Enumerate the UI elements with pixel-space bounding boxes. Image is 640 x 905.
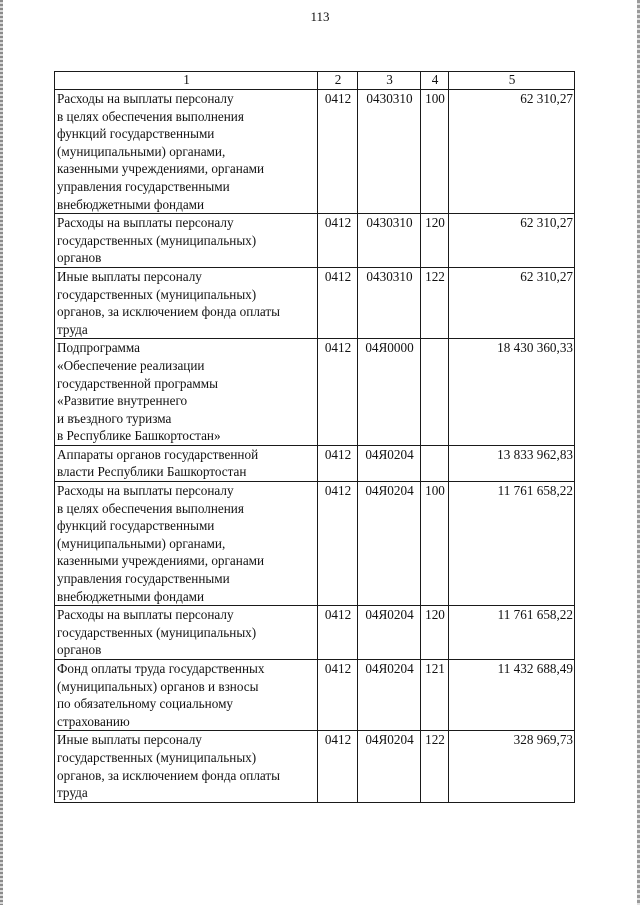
expense-name-line: внебюджетными фондами xyxy=(57,196,205,212)
expense-name-cell xyxy=(55,731,318,802)
expense-name-line: государственных (муниципальных) xyxy=(57,286,257,302)
expense-name-line: Расходы на выплаты персоналу xyxy=(57,607,234,623)
target-code-cell: 04Я0204 xyxy=(358,606,421,660)
amount-cell: 62 310,27 xyxy=(449,267,575,338)
amount-cell: 13 833 962,83 xyxy=(449,445,575,481)
expense-name-line: органов xyxy=(57,250,102,266)
target-code-cell: 0430310 xyxy=(358,90,421,214)
expense-name-line: по обязательному социальному xyxy=(57,696,234,712)
expense-kind-cell: 122 xyxy=(421,267,449,338)
target-code-cell: 04Я0204 xyxy=(358,445,421,481)
expense-name-cell xyxy=(55,267,318,338)
expense-name-line: труда xyxy=(57,321,88,337)
expense-name-cell xyxy=(55,660,318,731)
table-body xyxy=(55,90,575,803)
expense-kind-cell: 120 xyxy=(421,214,449,268)
header-cell-1: 1 xyxy=(55,72,318,90)
header-cell-3: 3 xyxy=(358,72,421,90)
table-row xyxy=(55,482,575,606)
header-cell-5: 5 xyxy=(449,72,575,90)
expense-name-line: внебюджетными фондами xyxy=(57,588,205,604)
target-code-cell: 04Я0000 xyxy=(358,339,421,446)
amount-cell: 11 432 688,49 xyxy=(449,660,575,731)
page-number: 113 xyxy=(310,9,330,24)
expense-name-line: управления государственными xyxy=(57,178,230,194)
table-row xyxy=(55,445,575,481)
table-row xyxy=(55,90,575,214)
expense-name-line: казенными учреждениями, органами xyxy=(57,161,265,177)
section-code-cell: 0412 xyxy=(318,660,358,731)
expense-name-line: государственных (муниципальных) xyxy=(57,749,257,765)
expense-name-line: управления государственными xyxy=(57,571,230,587)
header-cell-2: 2 xyxy=(318,72,358,90)
section-code-cell: 0412 xyxy=(318,482,358,606)
header-row xyxy=(55,72,575,90)
section-code-cell: 0412 xyxy=(318,339,358,446)
expense-name-line: «Обеспечение реализации xyxy=(57,357,205,373)
expense-name-line: Аппараты органов государственной xyxy=(57,446,259,462)
table-row xyxy=(55,267,575,338)
table-row xyxy=(55,731,575,802)
expense-name-line: государственных (муниципальных) xyxy=(57,232,257,248)
target-code-cell: 04Я0204 xyxy=(358,660,421,731)
expense-name-line: органов, за исключением фонда оплаты xyxy=(57,767,281,783)
expense-name-line: государственных (муниципальных) xyxy=(57,624,257,640)
expense-name-line: (муниципальными) органами, xyxy=(57,535,226,551)
expense-name-cell xyxy=(55,90,318,214)
expense-name-line: в целях обеспечения выполнения xyxy=(57,500,244,516)
target-code-cell: 0430310 xyxy=(358,267,421,338)
section-code-cell: 0412 xyxy=(318,606,358,660)
expense-kind-cell: 120 xyxy=(421,606,449,660)
expense-name-line: в Республике Башкортостан» xyxy=(57,428,221,444)
expense-kind-cell: 122 xyxy=(421,731,449,802)
target-code-cell: 04Я0204 xyxy=(358,731,421,802)
section-code-cell: 0412 xyxy=(318,731,358,802)
target-code-cell: 04Я0204 xyxy=(358,482,421,606)
expense-name-line: функций государственными xyxy=(57,518,215,534)
expense-name-line: органов, за исключением фонда оплаты xyxy=(57,304,281,320)
section-code-cell: 0412 xyxy=(318,445,358,481)
scan-edge-left xyxy=(0,0,3,905)
expense-kind-cell: 100 xyxy=(421,90,449,214)
budget-table xyxy=(54,71,575,803)
header-cell-4: 4 xyxy=(421,72,449,90)
expense-name-line: казенными учреждениями, органами xyxy=(57,553,265,569)
expense-name-line: страхованию xyxy=(57,713,130,729)
table-row xyxy=(55,339,575,446)
amount-cell: 62 310,27 xyxy=(449,214,575,268)
table-row xyxy=(55,660,575,731)
expense-name-line: Иные выплаты персоналу xyxy=(57,268,202,284)
expense-name-line: Подпрограмма xyxy=(57,340,141,356)
table-row xyxy=(55,214,575,268)
expense-kind-cell xyxy=(421,445,449,481)
section-code-cell: 0412 xyxy=(318,90,358,214)
amount-cell: 11 761 658,22 xyxy=(449,606,575,660)
expense-name-line: функций государственными xyxy=(57,126,215,142)
table-row xyxy=(55,606,575,660)
expense-name-cell xyxy=(55,482,318,606)
expense-name-line: Фонд оплаты труда государственных xyxy=(57,661,265,676)
expense-name-line: Расходы на выплаты персоналу xyxy=(57,91,234,106)
expense-name-line: Расходы на выплаты персоналу xyxy=(57,483,234,499)
amount-cell: 18 430 360,33 xyxy=(449,339,575,446)
expense-name-line: «Развитие внутреннего xyxy=(57,393,188,409)
expense-name-line: Расходы на выплаты персоналу xyxy=(57,215,234,231)
expense-name-line: государственной программы xyxy=(57,375,218,391)
target-code-cell: 0430310 xyxy=(358,214,421,268)
expense-name-cell xyxy=(55,339,318,446)
amount-cell: 62 310,27 xyxy=(449,90,575,214)
expense-name-cell xyxy=(55,606,318,660)
section-code-cell: 0412 xyxy=(318,267,358,338)
expense-name-cell xyxy=(55,214,318,268)
amount-cell: 11 761 658,22 xyxy=(449,482,575,606)
expense-kind-cell: 100 xyxy=(421,482,449,606)
expense-name-line: власти Республики Башкортостан xyxy=(57,464,247,480)
expense-kind-cell xyxy=(421,339,449,446)
expense-name-line: в целях обеспечения выполнения xyxy=(57,108,244,124)
amount-cell: 328 969,73 xyxy=(449,731,575,802)
expense-name-line: (муниципальных) органов и взносы xyxy=(57,678,259,694)
section-code-cell: 0412 xyxy=(318,214,358,268)
expense-name-line: (муниципальными) органами, xyxy=(57,143,226,159)
expense-name-line: органов xyxy=(57,642,102,658)
expense-kind-cell: 121 xyxy=(421,660,449,731)
expense-name-cell xyxy=(55,445,318,481)
expense-name-line: труда xyxy=(57,785,88,801)
expense-name-line: и въездного туризма xyxy=(57,410,172,426)
expense-name-line: Иные выплаты персоналу xyxy=(57,732,202,748)
